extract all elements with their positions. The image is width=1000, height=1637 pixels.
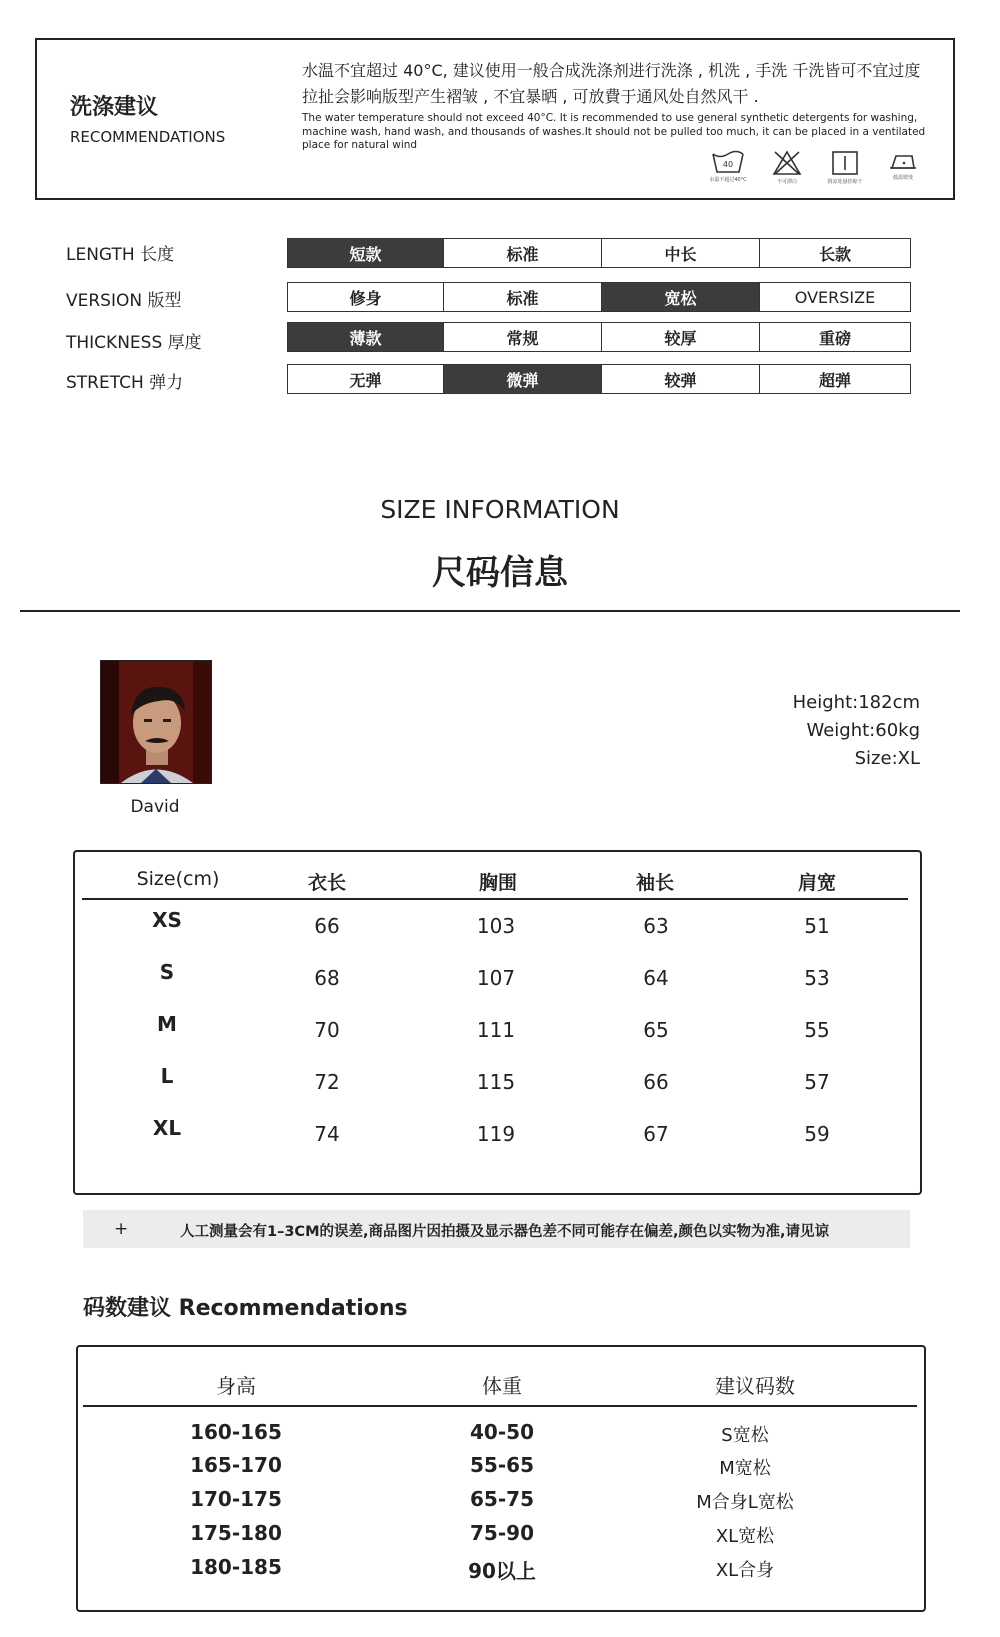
wash-text-en: The water temperature should not exceed 40°C. It is recommended to use general synthetic detergents for washing, machine wash, hand wash, and thousands of washes.It should not be pulled too much, it can be placed in a ventilated place for natural wind: [302, 112, 926, 151]
attr-option: 重磅: [759, 322, 911, 352]
model-size: Size:XL: [854, 748, 920, 769]
size-table-cell: 66: [314, 914, 340, 938]
model-height: Height:182cm: [792, 692, 920, 713]
size-info-title-en: SIZE INFORMATION: [380, 495, 620, 524]
wash-title-zh: 洗涤建议: [70, 95, 159, 120]
rec-table-rule: [83, 1405, 917, 1407]
size-table-header: 袖长: [635, 872, 674, 894]
attr-option: 无弹: [287, 364, 444, 394]
size-table-cell: XL: [152, 1116, 182, 1140]
rec-table-cell: M合身L宽松: [696, 1492, 794, 1513]
attr-options-length: [287, 238, 910, 268]
size-table-cell: 66: [643, 1070, 669, 1094]
hang-dry-icon: [825, 150, 865, 185]
size-table-cell: 115: [476, 1070, 516, 1094]
attr-option: 较弹: [601, 364, 760, 394]
attr-label-length: LENGTH 长度: [66, 245, 175, 265]
rec-table-cell: XL合身: [715, 1560, 775, 1581]
attr-label-stretch: STRETCH 弹力: [66, 373, 184, 393]
size-table-cell: 68: [314, 966, 340, 990]
svg-text:40: 40: [722, 160, 734, 169]
rec-table-cell: 75-90: [470, 1521, 534, 1545]
attr-option: 标准: [443, 238, 602, 268]
rec-table-cell: 170-175: [190, 1487, 282, 1511]
size-table-header: 胸围: [478, 872, 517, 894]
size-table-header: 肩宽: [797, 872, 836, 894]
rec-table-header: 身高: [216, 1374, 256, 1398]
size-table-cell: 111: [476, 1018, 516, 1042]
rec-table-cell: 40-50: [470, 1420, 534, 1444]
rec-table-cell: 90以上: [468, 1559, 536, 1583]
attr-option: 标准: [443, 282, 602, 312]
size-table-header: 衣长: [307, 872, 346, 894]
attr-option: 宽松: [601, 282, 760, 312]
rec-table-cell: S宽松: [721, 1425, 769, 1446]
size-table-cell: XS: [152, 908, 182, 932]
rec-table-cell: 175-180: [190, 1521, 282, 1545]
recommendations-title: 码数建议 Recommendations: [83, 1296, 408, 1321]
size-table-cell: 107: [476, 966, 516, 990]
size-table-header: Size(cm): [136, 868, 220, 890]
attr-option: 超弹: [759, 364, 911, 394]
rec-table-cell: 55-65: [470, 1453, 534, 1477]
rec-table-cell: 180-185: [190, 1555, 282, 1579]
rec-table-cell: 160-165: [190, 1420, 282, 1444]
size-table-cell: 119: [476, 1122, 516, 1146]
bleach-icon-caption: 不可漂白: [776, 179, 797, 185]
attr-label-thickness: THICKNESS 厚度: [66, 333, 202, 353]
size-table-cell: 53: [804, 966, 830, 990]
notice-text: 人工测量会有1–3CM的误差,商品图片因拍摄及显示器色差不同可能存在偏差,颜色以实物为准,请见谅: [180, 1224, 830, 1240]
attr-option: 修身: [287, 282, 444, 312]
wash-title-en: RECOMMENDATIONS: [70, 128, 226, 146]
rec-table-cell: M宽松: [719, 1458, 771, 1479]
attr-option: OVERSIZE: [759, 282, 911, 312]
size-table-cell: 67: [643, 1122, 669, 1146]
attr-options-version: [287, 282, 910, 312]
size-table-cell: 59: [804, 1122, 830, 1146]
wash-40-icon: [708, 150, 748, 183]
dry-icon-caption: 阴凉处悬挂晾干: [827, 179, 863, 185]
rec-table-header: 体重: [482, 1374, 522, 1398]
attr-option: 薄款: [287, 322, 444, 352]
size-table-cell: S: [159, 960, 175, 984]
size-table-cell: M: [157, 1012, 177, 1036]
model-weight: Weight:60kg: [806, 720, 920, 741]
wash-text-zh: 水温不宜超过 40°C, 建议使用一般合成洗涤剂进行洗涤 , 机洗 , 手洗 千洗皆可不宜过度拉扯会影响版型产生褶皱 , 不宜暴晒 , 可放費于通风处自然风干 .: [302, 61, 921, 106]
attr-option: 较厚: [601, 322, 760, 352]
attr-option: 微弹: [443, 364, 602, 394]
attr-label-version: VERSION 版型: [66, 291, 182, 311]
rec-table-cell: 65-75: [470, 1487, 534, 1511]
size-info-title-zh: 尺码信息: [432, 553, 568, 593]
rec-table-header: 建议码数: [715, 1374, 795, 1398]
plus-icon: +: [114, 1219, 129, 1239]
section-divider: [20, 610, 960, 612]
attr-option: 常规: [443, 322, 602, 352]
size-table-cell: L: [160, 1064, 174, 1088]
size-table-cell: 51: [804, 914, 830, 938]
model-name: David: [130, 797, 180, 817]
no-bleach-icon: [767, 150, 807, 185]
attr-option: 中长: [601, 238, 760, 268]
attr-option: 长款: [759, 238, 911, 268]
iron-icon-caption: 低温熨烫: [892, 175, 913, 181]
size-table-cell: 103: [476, 914, 516, 938]
size-table-rule: [82, 898, 908, 900]
rec-table-cell: 165-170: [190, 1453, 282, 1477]
attr-options-thickness: [287, 322, 910, 352]
size-table-cell: 70: [314, 1018, 340, 1042]
size-table-cell: 74: [314, 1122, 340, 1146]
size-table-cell: 65: [643, 1018, 669, 1042]
wash-icon-caption: 水温不超过40°C: [709, 177, 747, 183]
size-table-cell: 64: [643, 966, 669, 990]
size-table-cell: 55: [804, 1018, 830, 1042]
iron-icon: [883, 150, 923, 181]
attr-options-stretch: [287, 364, 910, 394]
attr-option: 短款: [287, 238, 444, 268]
size-table-cell: 57: [804, 1070, 830, 1094]
model-photo: [100, 660, 212, 784]
rec-table-cell: XL宽松: [715, 1526, 775, 1547]
size-table-cell: 72: [314, 1070, 340, 1094]
size-table-cell: 63: [643, 914, 669, 938]
